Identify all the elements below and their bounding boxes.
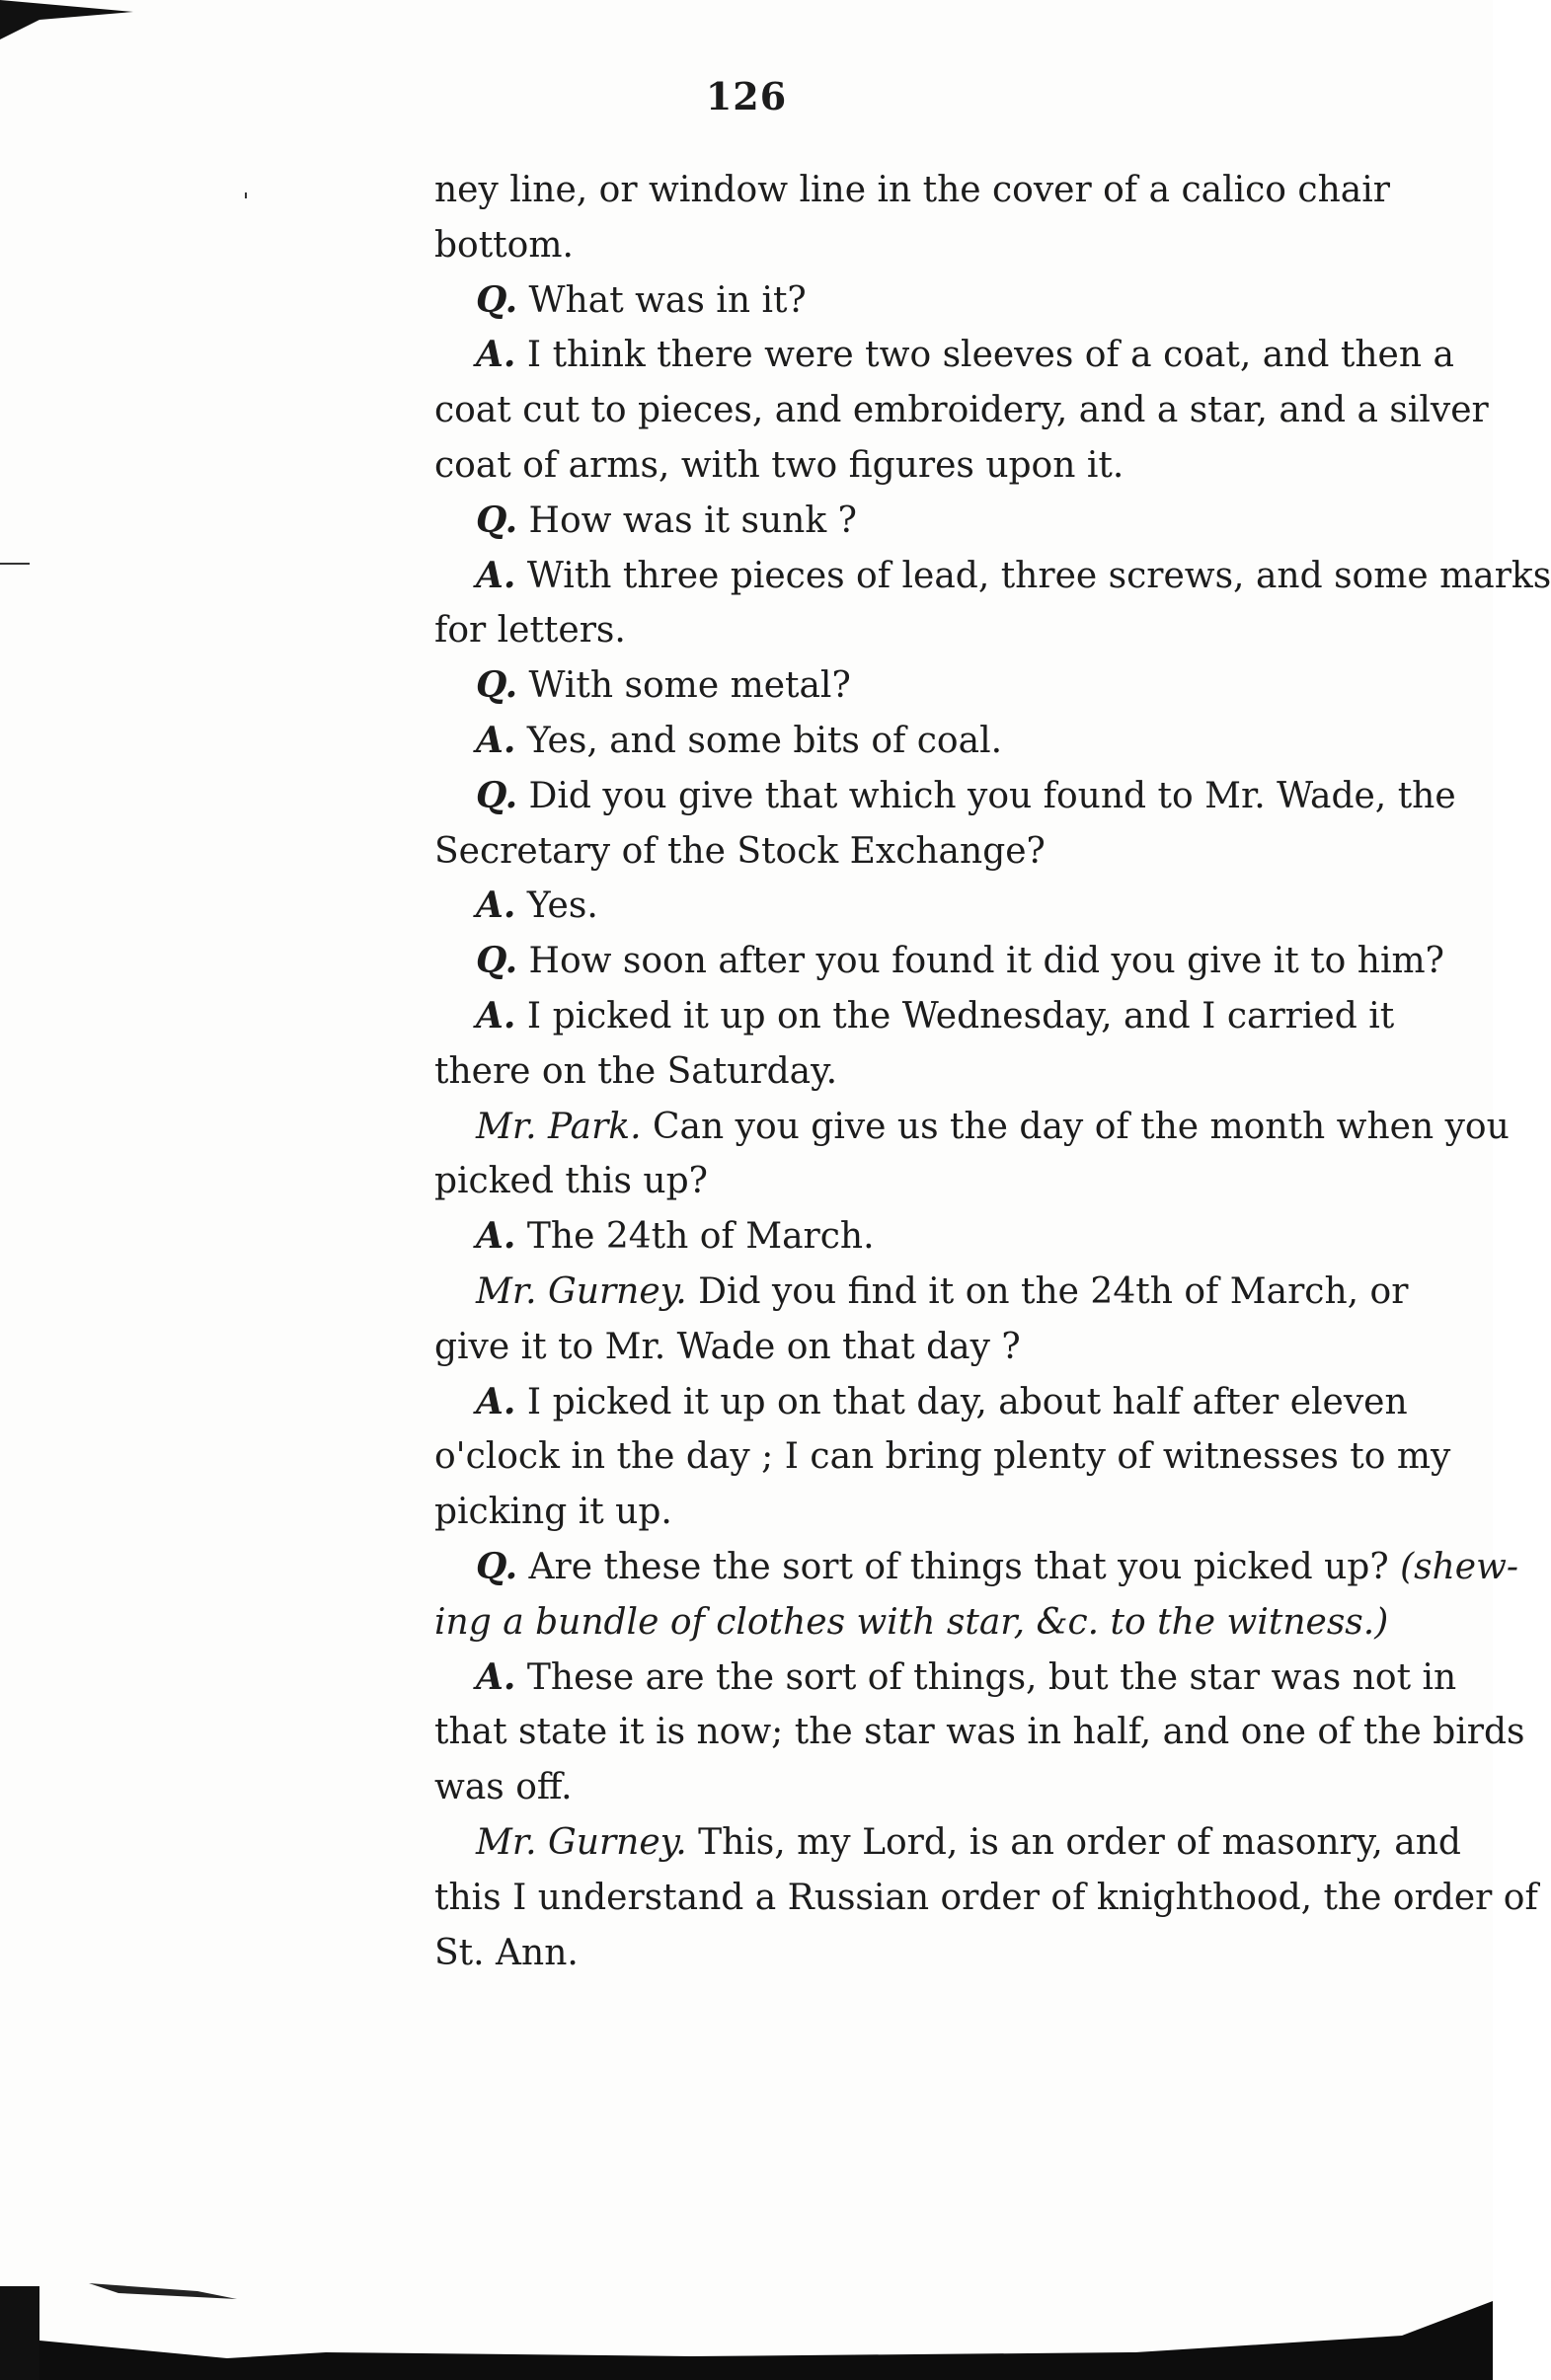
- text-run: Can you give us the day of the month when you: [641, 1106, 1510, 1147]
- qa-label: Q.: [476, 774, 518, 816]
- text-run: The 24th of March.: [515, 1216, 875, 1258]
- scan-bottom-edge: [0, 2242, 1493, 2380]
- text-run: I think there were two sleeves of a coat, and then a: [515, 335, 1454, 376]
- text-run: St. Ann.: [434, 1932, 579, 1973]
- text-line: [434, 1320, 1481, 1375]
- qa-label: Q.: [476, 664, 518, 707]
- qa-label: A.: [476, 554, 516, 596]
- qa-label: A.: [476, 719, 516, 761]
- text-run: How was it sunk ?: [517, 499, 857, 541]
- text-line: [434, 273, 1481, 329]
- text-run: give it to Mr. Wade on that day ?: [434, 1326, 1021, 1367]
- qa-label: A.: [476, 1655, 516, 1698]
- qa-label: A.: [476, 1380, 516, 1422]
- text-run: coat cut to pieces, and embroidery, and a star, and a silver: [434, 390, 1489, 431]
- text-line: [434, 1209, 1481, 1265]
- text-line: [434, 163, 1481, 218]
- text-line: [434, 1429, 1481, 1485]
- text-line: [434, 438, 1481, 494]
- qa-label: Q.: [476, 499, 518, 541]
- text-run: Yes.: [515, 885, 598, 927]
- qa-label: Q.: [476, 1545, 518, 1587]
- text-line: [434, 1540, 1519, 1595]
- text-run: Are these the sort of things that you picked up?: [517, 1546, 1401, 1587]
- speaker-name: Mr. Gurney.: [476, 1821, 687, 1863]
- text-run: picking it up.: [434, 1492, 672, 1533]
- text-run: What was in it?: [517, 279, 807, 321]
- qa-label: A.: [476, 994, 516, 1036]
- text-run: With some metal?: [517, 665, 851, 707]
- text-line: [434, 714, 1481, 769]
- text-run: that state it is now; the star was in half, and one of the birds: [434, 1712, 1525, 1753]
- text-run: These are the sort of things, but the star was not in: [515, 1656, 1457, 1698]
- margin-speck: [245, 192, 247, 198]
- text-run: Did you find it on the 24th of March, or: [686, 1270, 1409, 1312]
- speaker-name: Mr. Gurney.: [476, 1270, 687, 1312]
- text-run: there on the Saturday.: [434, 1050, 838, 1092]
- text-line: [434, 658, 1481, 714]
- text-run: ing a bundle of clothes with star, &c. to the witness.): [434, 1601, 1389, 1643]
- text-line: [434, 1375, 1481, 1430]
- qa-label: A.: [476, 884, 516, 927]
- text-line: [434, 1871, 1538, 1926]
- text-line: [434, 1044, 1481, 1100]
- scan-corner-shadow: [0, 0, 138, 39]
- qa-label: A.: [476, 1215, 516, 1258]
- page-number: 126: [705, 74, 788, 118]
- text-line: [434, 824, 1481, 880]
- margin-dash: [0, 563, 30, 565]
- text-run: I picked it up on the Wednesday, and I carried it: [515, 995, 1395, 1036]
- text-run: o'clock in the day ; I can bring plenty of witnesses to my: [434, 1436, 1451, 1478]
- text-line: [434, 383, 1489, 438]
- text-run: How soon after you found it did you give it to him?: [517, 941, 1444, 982]
- text-run: (shew-: [1400, 1546, 1519, 1587]
- text-run: Secretary of the Stock Exchange?: [434, 830, 1046, 872]
- text-line: [434, 1815, 1481, 1871]
- text-line: [434, 1265, 1481, 1320]
- text-run: bottom.: [434, 224, 574, 266]
- text-line: [434, 769, 1481, 824]
- text-line: [434, 1595, 1481, 1651]
- text-line: [434, 218, 1481, 273]
- text-line: [434, 494, 1481, 549]
- qa-label: A.: [476, 334, 516, 376]
- qa-label: Q.: [476, 278, 518, 321]
- text-line: [434, 934, 1481, 989]
- text-line: [434, 879, 1481, 934]
- text-run: for letters.: [434, 610, 626, 652]
- text-run: Yes, and some bits of coal.: [515, 720, 1003, 761]
- text-run: picked this up?: [434, 1161, 708, 1202]
- text-line: [434, 1154, 1481, 1209]
- text-line: [434, 1100, 1510, 1155]
- text-line: [434, 1651, 1481, 1706]
- text-line: [434, 1926, 1481, 1981]
- text-line: [434, 549, 1551, 604]
- qa-label: Q.: [476, 940, 518, 982]
- text-run: Did you give that which you found to Mr. Wade, the: [517, 775, 1456, 816]
- speaker-name: Mr. Park.: [476, 1106, 642, 1147]
- text-run: This, my Lord, is an order of masonry, and: [686, 1821, 1461, 1863]
- text-run: coat of arms, with two figures upon it.: [434, 444, 1124, 486]
- text-line: [434, 328, 1481, 383]
- body-text: [434, 163, 1551, 1980]
- text-run: ney line, or window line in the cover of a calico chair: [434, 170, 1390, 210]
- text-line: [434, 603, 1481, 658]
- text-run: was off.: [434, 1767, 573, 1808]
- text-run: I picked it up on that day, about half after eleven: [515, 1381, 1408, 1422]
- text-line: [434, 1760, 1481, 1815]
- text-run: With three pieces of lead, three screws, and some marks: [515, 555, 1551, 596]
- text-run: this I understand a Russian order of knighthood, the order of: [434, 1877, 1538, 1918]
- text-line: [434, 1705, 1525, 1760]
- text-line: [434, 989, 1481, 1044]
- text-line: [434, 1485, 1481, 1540]
